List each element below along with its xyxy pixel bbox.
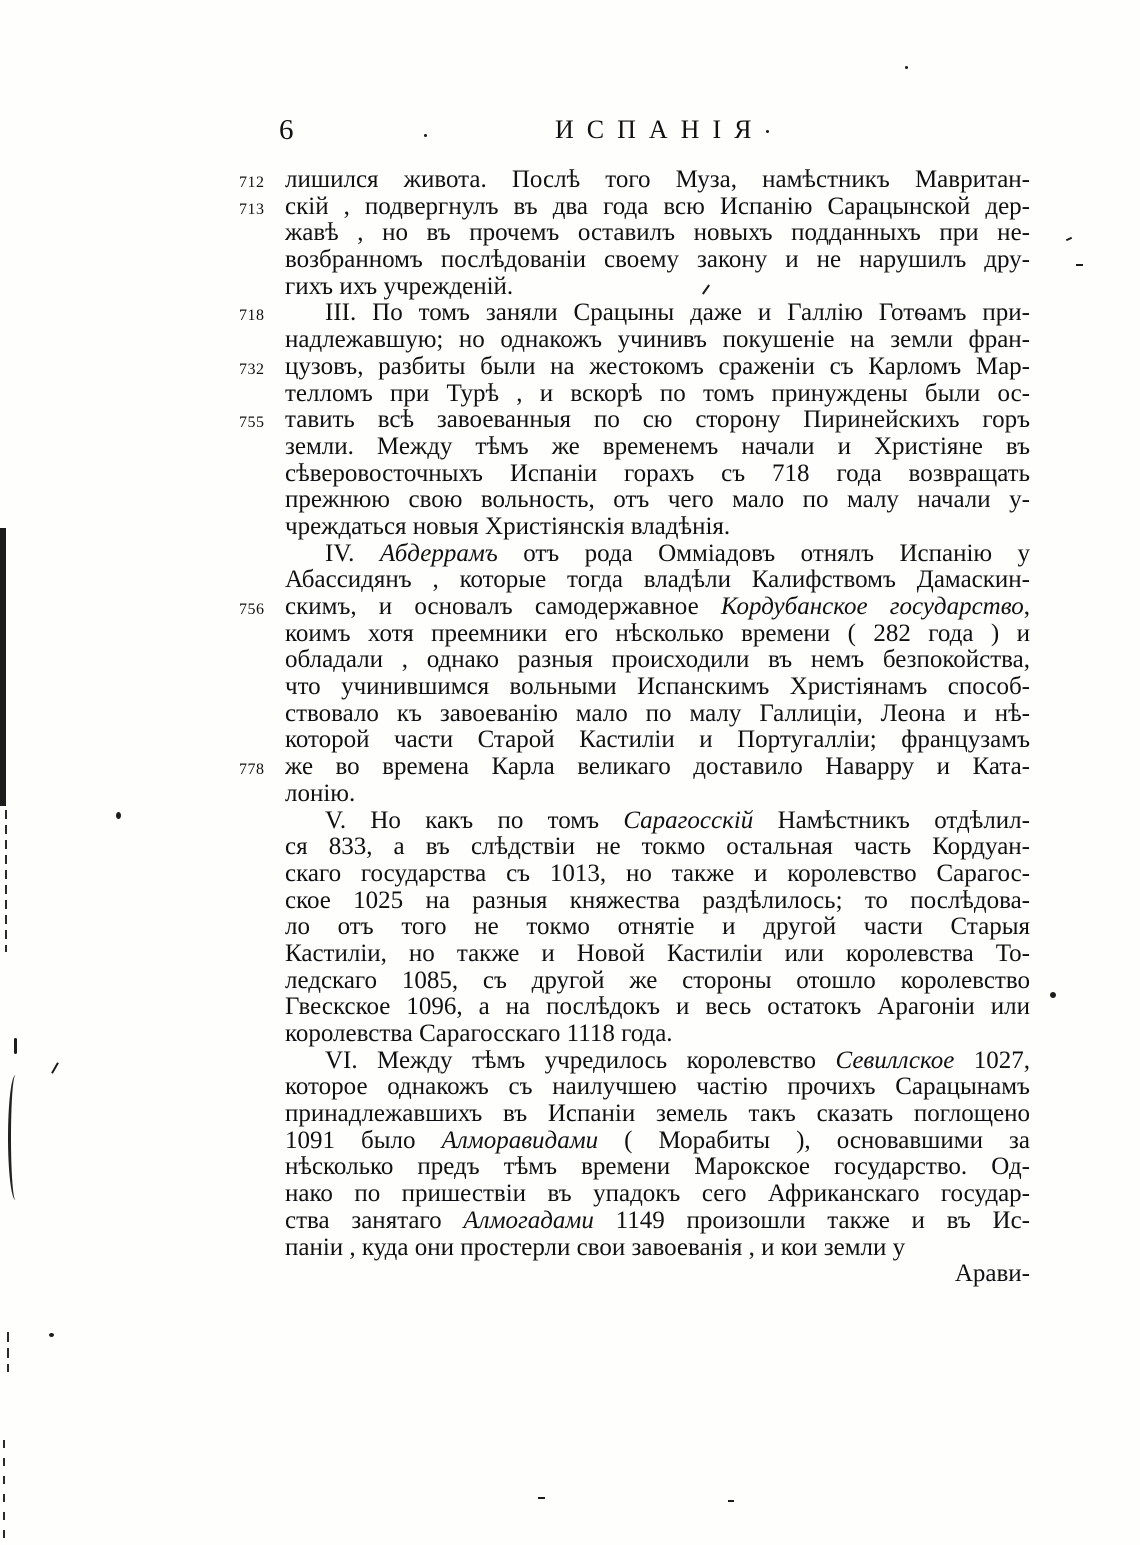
text-segment: скимъ, и основалъ самодержавное — [285, 593, 721, 620]
margin-year-note: 712 — [239, 174, 265, 191]
margin-year-note: 756 — [239, 601, 265, 618]
paragraph — [285, 1048, 1030, 1262]
text-line — [285, 1101, 1030, 1128]
text-segment: VI. Между тѣмъ учредилось королевство — [325, 1046, 836, 1074]
text-segment: надлежавшую; но однакожъ учинивъ покушеніе на земли фран- — [285, 326, 1030, 354]
scan-mark — [7, 1332, 9, 1372]
text-segment: Гвескское 1096, а на послѣдокъ и весь остатокъ Арагоніи или — [285, 993, 1030, 1021]
text-segment: лишился живота. Послѣ того Муза, намѣстникъ Мавритан- — [285, 166, 1030, 193]
text-segment: телломъ при Турѣ , и вскорѣ по томъ принуждены были ос- — [285, 379, 1030, 407]
text-segment: которое однакожъ съ наилучшею частію прочихъ Сарацынамъ — [285, 1073, 1030, 1101]
scan-mark — [116, 812, 121, 819]
text-line — [239, 593, 1031, 621]
text-segment: принадлежавшихъ въ Испаніи земель такъ сказать поглощено — [285, 1100, 1030, 1128]
paragraph — [239, 299, 1030, 540]
text-line — [285, 327, 1030, 354]
text-line — [285, 274, 1030, 301]
text-line — [285, 381, 1030, 408]
text-segment: гихъ ихъ учрежденій. — [285, 272, 514, 300]
scan-mark — [1076, 264, 1083, 266]
text-segment: , — [1023, 593, 1031, 620]
text-segment: ское 1025 на разныя княжества раздѣлилось; то послѣдова- — [285, 886, 1030, 914]
scan-mark — [14, 1038, 17, 1054]
paragraph — [239, 539, 1031, 808]
text-segment: отъ рода Омміадовъ отнялъ Испанію у — [497, 539, 1030, 567]
margin-year-note: 778 — [239, 761, 265, 779]
text-line — [285, 1208, 1030, 1235]
scan-mark — [1050, 992, 1056, 998]
text-line — [285, 461, 1030, 488]
text-line — [285, 701, 1030, 728]
text-line — [285, 1154, 1030, 1181]
text-segment: королевства Сарагосскаго 1118 года. — [285, 1020, 673, 1047]
body-text — [239, 166, 1031, 1288]
text-line — [285, 1074, 1030, 1101]
text-line — [285, 567, 1030, 594]
margin-year-note: 718 — [239, 307, 265, 325]
margin-year-note: 755 — [239, 414, 265, 432]
text-line — [285, 1128, 1030, 1155]
text-segment: цузовъ, разбиты были на жестокомъ сраженіи съ Карломъ Мар- — [285, 352, 1030, 380]
text-segment: ( Морабиты ), основавшими за — [598, 1126, 1030, 1154]
text-line — [239, 406, 1030, 434]
scan-mark — [538, 1497, 545, 1499]
text-line — [285, 941, 1030, 968]
text-line — [285, 220, 1030, 247]
text-line — [285, 888, 1030, 915]
text-segment: которой части Старой Кастиліи и Португалліи; французамъ — [285, 726, 1030, 754]
text-line — [285, 914, 1030, 941]
text-segment: что учинившимся вольными Испанскимъ Христіянамъ способ- — [285, 673, 1030, 701]
text-line — [285, 968, 1030, 995]
emphasized-text: Сарагосскій — [623, 806, 754, 834]
text-segment: земли. Между тѣмъ же временемъ начали и Христіяне въ — [285, 432, 1030, 460]
text-segment: 1027, — [954, 1046, 1030, 1074]
running-title: ИСПАНІЯ — [555, 115, 765, 144]
text-segment: ледскаго 1085, съ другой же стороны отошло королевство — [285, 966, 1030, 994]
text-line — [285, 808, 1030, 835]
text-line — [285, 647, 1030, 674]
text-line — [285, 1181, 1030, 1208]
margin-year-note: 732 — [239, 360, 265, 378]
scan-mark — [0, 528, 6, 806]
text-segment: прежнюю свою вольность, отъ чего мало по малу начали у- — [285, 486, 1030, 514]
text-segment: ло отъ того не токмо отнятіе и другой части Старыя — [285, 913, 1030, 941]
text-segment: 1149 произошли также и въ Ис- — [593, 1206, 1031, 1234]
text-segment: паніи , куда они простерли свои завоеванія , и кои земли у — [285, 1233, 906, 1261]
text-line — [285, 621, 1030, 648]
emphasized-text: Абдеррамъ — [379, 539, 498, 567]
text-segment: скаго государства съ 1013, но также и королевство Сарагос- — [285, 859, 1030, 887]
emphasized-text: Кордубанское государство — [720, 593, 1024, 620]
text-segment: жавѣ , но въ прочемъ оставилъ новыхъ подданныхъ при не- — [285, 219, 1030, 247]
scan-mark — [1066, 237, 1072, 241]
text-segment: тавить всѣ завоеванныя по сю сторону Пиринейскихъ горъ — [285, 406, 1030, 434]
scan-mark — [3, 1440, 5, 1540]
text-segment: Кастиліи, но также и Новой Кастиліи или королевства То- — [285, 939, 1030, 967]
text-line — [285, 834, 1030, 861]
text-segment: 1091 было — [285, 1126, 442, 1154]
text-segment: V. Но какъ по томъ — [325, 806, 624, 834]
text-line — [285, 1048, 1030, 1075]
text-segment: ства занятаго — [285, 1206, 464, 1234]
paragraph — [239, 166, 1030, 300]
scan-mark — [424, 134, 427, 137]
text-segment: ствовало къ завоеванію мало по малу Галлиціи, Леона и нѣ- — [285, 699, 1030, 727]
text-line — [285, 674, 1030, 701]
text-line — [285, 1021, 1030, 1048]
text-line — [285, 994, 1030, 1021]
emphasized-text: Алмогадами — [463, 1206, 594, 1234]
text-line — [285, 514, 1030, 541]
text-line — [285, 247, 1030, 274]
scan-mark — [728, 1500, 734, 1502]
text-line — [285, 727, 1030, 754]
text-line — [239, 166, 1030, 194]
paragraph-list — [239, 166, 1031, 1261]
text-segment: нако по пришествіи въ упадокъ сего Африканскаго государ- — [285, 1180, 1030, 1208]
text-line — [285, 434, 1030, 461]
scan-mark — [5, 810, 7, 952]
scan-mark — [905, 66, 908, 69]
text-segment: лонію. — [285, 779, 356, 807]
emphasized-text: Севиллское — [835, 1046, 955, 1074]
text-segment: IV. — [325, 539, 380, 567]
text-segment: ся 833, а въ слѣдствіи не токмо остальная часть Кордуан- — [285, 833, 1030, 861]
page-number: 6 — [279, 114, 294, 146]
scan-mark — [49, 1333, 54, 1337]
text-line — [285, 781, 1030, 808]
text-segment: Абассидянъ , которые тогда владѣли Калифствомъ Дамаскин- — [285, 566, 1030, 594]
text-segment: нѣсколько предъ тѣмъ времени Марокское государство. Од- — [285, 1153, 1030, 1181]
text-segment: возбранномъ послѣдованіи своему закону и не нарушилъ дру- — [285, 246, 1030, 274]
text-segment: обладали , однако разныя происходили въ немъ безпокойства, — [285, 646, 1030, 674]
scan-mark — [766, 130, 769, 133]
text-segment: чреждаться новыя Христіянскія владѣнія. — [285, 512, 731, 540]
text-segment: коимъ хотя преемники его нѣсколько времени ( 282 года ) и — [285, 619, 1030, 647]
emphasized-text: Алморавидами — [441, 1126, 599, 1154]
text-line — [239, 192, 1030, 221]
text-line — [285, 1235, 1030, 1262]
margin-year-note: 713 — [239, 200, 265, 218]
text-segment: скій , подвергнулъ въ два года всю Испанію Сарацынской дер- — [285, 192, 1030, 220]
text-segment: сѣверовосточныхъ Испаніи горахъ съ 718 года возвращать — [285, 459, 1030, 487]
text-line — [285, 541, 1030, 568]
text-segment: III. По томъ заняли Срацыны даже и Галлію Готѳамъ при- — [325, 299, 1030, 327]
text-segment: же во времена Карла великаго доставило Наварру и Ката- — [285, 753, 1030, 781]
scan-mark — [8, 1075, 23, 1200]
text-segment: Намѣстникъ отдѣлил- — [753, 806, 1030, 834]
scan-mark — [51, 1062, 59, 1073]
catchword: Арави- — [954, 1260, 1030, 1288]
text-line — [239, 753, 1030, 781]
paragraph — [285, 808, 1030, 1048]
text-line — [285, 487, 1030, 514]
text-line — [239, 299, 1030, 327]
text-line — [239, 352, 1030, 381]
text-line — [285, 861, 1030, 888]
